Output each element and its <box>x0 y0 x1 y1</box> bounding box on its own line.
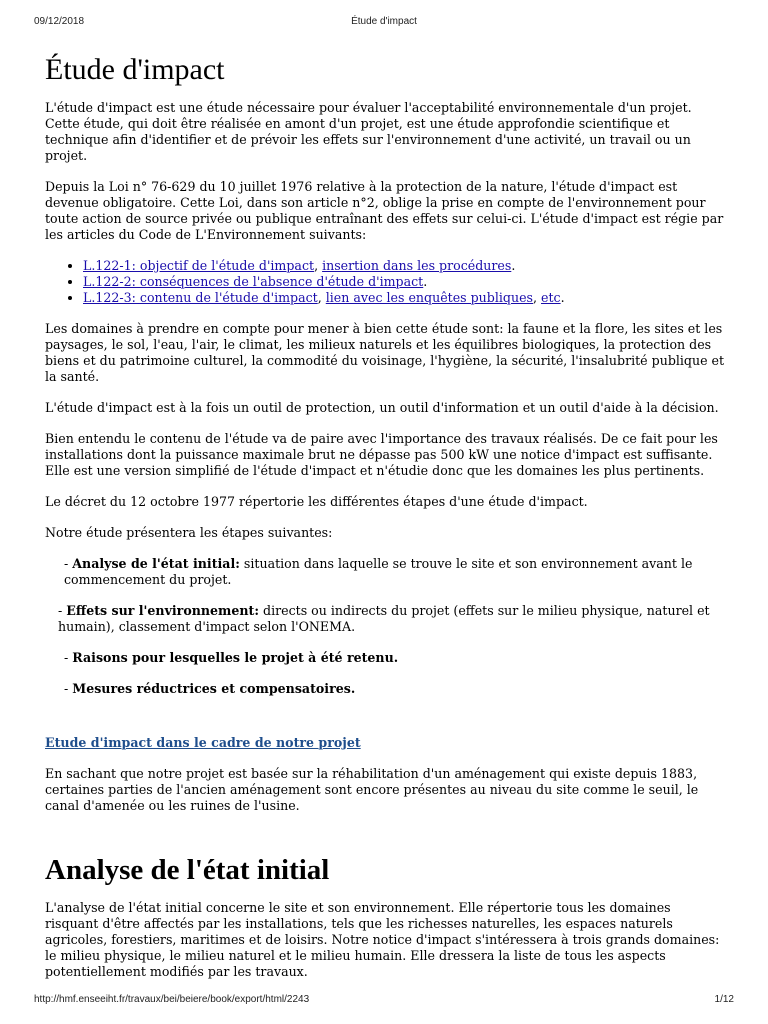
print-url: http://hmf.enseeiht.fr/travaux/bei/beiere/book/export/html/2243 <box>34 994 310 1005</box>
step-dash: - <box>64 650 73 665</box>
print-date: 09/12/2018 <box>34 16 85 27</box>
page-number: 1/12 <box>714 994 734 1005</box>
law-link-l1223[interactable]: L.122-3: contenu de l'étude d'impact <box>83 290 318 305</box>
step-dash: - <box>58 603 67 618</box>
list-end: . <box>423 274 428 289</box>
list-separator: , <box>317 290 326 305</box>
print-title: Étude d'impact <box>351 16 417 27</box>
law-article-item <box>83 258 725 274</box>
print-header <box>34 16 734 30</box>
list-separator: , <box>533 290 542 305</box>
decree-paragraph: Le décret du 12 octobre 1977 répertorie les différentes étapes d'une étude d'impact. <box>45 494 588 509</box>
step-text: situation dans laquelle se trouve le site et son environnement avant le commencement du projet. <box>64 556 693 587</box>
step-title: Raisons pour lesquelles le projet à été retenu. <box>72 650 399 665</box>
law-link-enquetes[interactable]: lien avec les enquêtes publiques <box>325 290 533 305</box>
law-article-item <box>83 290 725 306</box>
law-link-etc[interactable]: etc <box>541 290 561 305</box>
step-title: Mesures réductrices et compensatoires. <box>72 681 356 696</box>
steps-intro: Notre étude présentera les étapes suivantes: <box>45 525 333 540</box>
intro-paragraph: L'étude d'impact est une étude nécessaire pour évaluer l'acceptabilité environnementale d'un projet. Cette étude, qui doit être réalisée en amont d'un projet, est une étude approfondie scientifique et technique afin d'identifier et de prévoir les effets sur l'environnement d'une activité, un travail ou un projet. <box>45 100 692 163</box>
page-title: Étude d'impact <box>45 53 225 86</box>
print-footer <box>34 994 734 1008</box>
law-paragraph: Depuis la Loi n° 76-629 du 10 juillet 1976 relative à la protection de la nature, l'étude d'impact est devenue obligatoire. Cette Loi, dans son article n°2, oblige la prise en compte de l'environnement pour toute action de source privée ou publique entraînant des effets sur celui-ci. L'étude d'impact est régie par les articles du Code de L'Environnement suivants: <box>45 179 724 242</box>
law-link-insertion[interactable]: insertion dans les procédures <box>322 258 512 273</box>
law-link-l1221[interactable]: L.122-1: objectif de l'étude d'impact <box>83 258 315 273</box>
step-item <box>45 603 725 635</box>
project-section-link[interactable]: Etude d'impact dans le cadre de notre projet <box>45 735 361 750</box>
content-paragraph: Bien entendu le contenu de l'étude va de paire avec l'importance des travaux réalisés. De ce fait pour les installations dont la puissance maximale brut ne dépasse pas 500 kW une notice d'impact est suffisante. Elle est une version simplifié de l'étude d'impact et n'étudie donc que les domaines les plus pertinents. <box>45 431 718 478</box>
step-item <box>45 650 725 666</box>
list-separator: , <box>314 258 323 273</box>
project-paragraph: En sachant que notre projet est basée sur la réhabilitation d'un aménagement qui existe depuis 1883, certaines parties de l'ancien aménagement sont encore présentes au niveau du site comme le seuil, le canal d'amenée ou les ruines de l'usine. <box>45 766 699 813</box>
list-end: . <box>511 258 516 273</box>
step-dash: - <box>64 681 73 696</box>
step-text: directs ou indirects du projet (effets sur le milieu physique, naturel et humain), classement d'impact selon l'ONEMA. <box>58 603 710 634</box>
step-item <box>45 681 725 697</box>
page-content <box>45 52 725 995</box>
step-title: Analyse de l'état initial: <box>72 556 240 571</box>
law-link-l1222[interactable]: L.122-2: conséquences de l'absence d'étude d'impact <box>83 274 424 289</box>
law-articles-list <box>45 258 725 306</box>
tool-paragraph: L'étude d'impact est à la fois un outil de protection, un outil d'information et un outil d'aide à la décision. <box>45 400 719 415</box>
section-link-paragraph <box>45 735 725 751</box>
step-item <box>45 556 725 588</box>
initial-state-paragraph: L'analyse de l'état initial concerne le site et son environnement. Elle répertorie tous les domaines risquant d'être affectés par les installations, tels que les richesses naturelles, les espaces naturels agricoles, forestiers, maritimes et de loisirs. Notre notice d'impact s'intéressera à trois grands domaines: le milieu physique, le milieu naturel et le milieu humain. Elle dressera la liste de tous les aspects potentiellement modifiés par les travaux. <box>45 900 720 979</box>
step-title: Effets sur l'environnement: <box>66 603 260 618</box>
section-title-initial-state: Analyse de l'état initial <box>45 854 330 886</box>
step-dash: - <box>64 556 73 571</box>
law-article-item <box>83 274 725 290</box>
list-end: . <box>560 290 565 305</box>
domains-paragraph: Les domaines à prendre en compte pour mener à bien cette étude sont: la faune et la flore, les sites et les paysages, le sol, l'eau, l'air, le climat, les milieux naturels et les équilibres biologiques, la protection des biens et du patrimoine culturel, la commodité du voisinage, l'hygiène, la sécurité, l'insalubrité publique et la santé. <box>45 321 725 384</box>
